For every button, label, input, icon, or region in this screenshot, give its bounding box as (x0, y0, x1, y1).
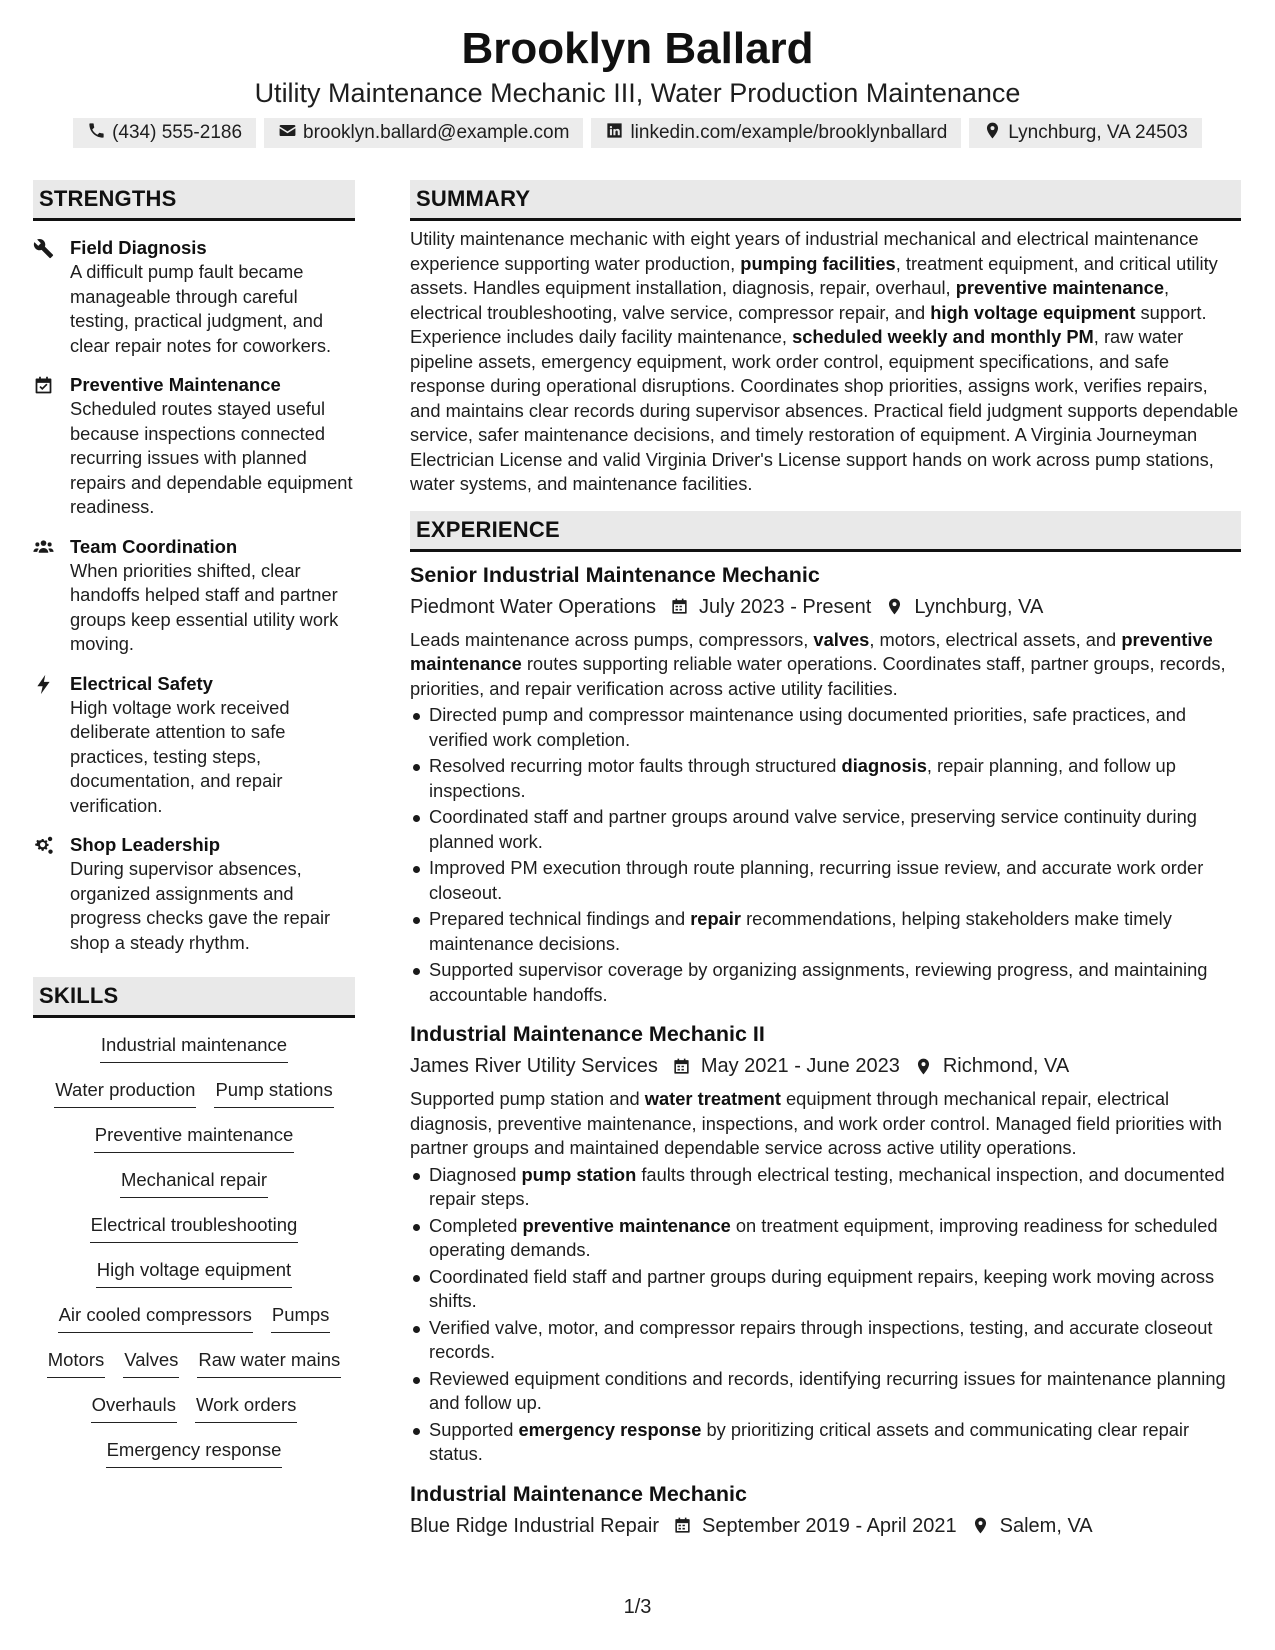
job-meta (410, 592, 1241, 622)
job-bullet: Supported emergency response by prioritizing critical assets and communicating clear repair status. (410, 1418, 1241, 1467)
job-description: Supported pump station and water treatment equipment through mechanical repair, electrical diagnosis, preventive maintenance, inspections, and work order control. Managed field priorities with partner groups and maintained dependable service across active utility operations. (410, 1088, 1222, 1158)
job-title: Industrial Maintenance Mechanic II (410, 1022, 765, 1046)
email-text: brooklyn.ballard@example.com (303, 122, 570, 143)
contact-linkedin[interactable] (591, 118, 961, 148)
location-pin-icon (885, 597, 904, 616)
job-location: Lynchburg, VA (914, 595, 1044, 618)
page-number: 1/3 (623, 1596, 652, 1618)
skill-tag: Mechanical repair (120, 1167, 268, 1198)
phone-icon (87, 121, 106, 146)
company-name: Blue Ridge Industrial Repair (410, 1514, 660, 1537)
job-dates: July 2023 - Present (699, 595, 872, 618)
strength-title: Preventive Maintenance (70, 374, 281, 395)
job-title: Industrial Maintenance Mechanic (410, 1481, 747, 1506)
skill-tag: Emergency response (106, 1437, 283, 1468)
strength-title: Team Coordination (70, 535, 238, 557)
location-pin-icon (983, 121, 1002, 146)
skill-row (33, 1032, 355, 1077)
job-location: Richmond, VA (942, 1055, 1070, 1077)
skill-row (33, 1077, 355, 1122)
job-entry (410, 1479, 1241, 1541)
job-location: Salem, VA (999, 1514, 1093, 1537)
wrench-icon (33, 235, 70, 358)
summary-text: Utility maintenance mechanic with eight years of industrial mechanical and electrical maintenance experience supporting water production, pumping facilities, treatment equipment, and critical utility assets. Handles equipment installation, diagnosis, repair, overhaul, preventive maintenance, electrical troubleshooting, valve service, compressor repair, and high voltage equipment support. Experience includes daily facility maintenance, scheduled weekly and monthly PM, raw water pipeline assets, emergency equipment, work order control, equipment specifications, and safe response during operational disruptions. Coordinates shop priorities, assigns work, verifies repairs, and maintains clear records during supervisor absences. Practical field judgment supports dependable service, safer maintenance decisions, and timely restoration of equipment. A Virginia Journeyman Electrician License and valid Virginia Driver's License support hands on work across pump stations, water systems, and maintenance facilities. (410, 228, 1239, 494)
strength-title: Field Diagnosis (70, 237, 207, 258)
calendar-check-icon (33, 372, 70, 520)
phone-text: (434) 555-2186 (112, 122, 243, 143)
gears-icon (33, 832, 70, 955)
strength-title: Electrical Safety (70, 672, 213, 694)
calendar-icon (673, 1516, 692, 1535)
job-dates: September 2019 - April 2021 (702, 1514, 957, 1537)
resume-header (0, 22, 1275, 148)
contact-row (0, 118, 1275, 148)
job-bullets (410, 703, 1241, 1007)
job-bullet: Prepared technical findings and repair recommendations, helping stakeholders make timely maintenance decisions. (410, 907, 1241, 956)
company-name: James River Utility Services (410, 1055, 658, 1077)
linkedin-text: linkedin.com/example/brooklynballard (630, 122, 948, 143)
envelope-icon (278, 121, 297, 146)
skill-tag: Preventive maintenance (94, 1122, 294, 1153)
strength-item (33, 534, 355, 657)
skill-tag: Pumps (271, 1302, 331, 1333)
job-bullets (410, 1163, 1241, 1467)
strength-item (33, 235, 355, 358)
skill-row (33, 1392, 355, 1437)
strength-text: During supervisor absences, organized assignments and progress checks gave the repair shop a steady rhythm. (70, 858, 331, 953)
strength-item (33, 372, 355, 520)
linkedin-icon (605, 121, 624, 146)
skill-tag: High voltage equipment (96, 1257, 292, 1288)
candidate-title: Utility Maintenance Mechanic III, Water Production Maintenance (254, 78, 1021, 108)
skill-tag: Pump stations (214, 1077, 333, 1108)
strength-text: When priorities shifted, clear handoffs helped staff and partner groups keep essential utility work moving. (70, 559, 339, 654)
skills-list (33, 1032, 355, 1482)
location-text: Lynchburg, VA 24503 (1008, 122, 1188, 143)
job-bullet: Reviewed equipment conditions and records, identifying recurring issues for maintenance planning and follow up. (410, 1367, 1241, 1416)
summary-heading: SUMMARY (410, 180, 1241, 221)
skill-tag: Air cooled compressors (58, 1302, 253, 1333)
skill-tag: Water production (54, 1077, 196, 1108)
location-pin-icon (914, 1057, 933, 1076)
job-bullet: Directed pump and compressor maintenance using documented priorities, safe practices, and verified work completion. (410, 703, 1241, 752)
skills-heading: SKILLS (33, 977, 355, 1018)
strength-text: A difficult pump fault became manageable through careful testing, practical judgment, and clear repair notes for coworkers. (70, 261, 332, 356)
skill-row (33, 1257, 355, 1302)
right-column (410, 180, 1241, 1541)
users-icon (33, 534, 70, 657)
job-description: Leads maintenance across pumps, compressors, valves, motors, electrical assets, and preventive maintenance routes supporting reliable water operations. Coordinates staff, partner groups, records, priorities, and repair verification across active utility facilities. (410, 628, 1226, 699)
skill-tag: Industrial maintenance (100, 1032, 288, 1063)
experience-heading: EXPERIENCE (410, 511, 1241, 552)
job-dates: May 2021 - June 2023 (700, 1055, 900, 1077)
calendar-icon (672, 1057, 691, 1076)
job-bullet: Verified valve, motor, and compressor repairs through inspections, testing, and accurate closeout records. (410, 1316, 1241, 1365)
strengths-heading: STRENGTHS (33, 180, 355, 221)
strength-text: High voltage work received deliberate attention to safe practices, testing steps, documentation, and repair verification. (70, 696, 290, 816)
job-bullet: Diagnosed pump station faults through electrical testing, mechanical inspection, and documented repair steps. (410, 1163, 1241, 1212)
job-bullet: Coordinated staff and partner groups around valve service, preserving service continuity during planned work. (410, 805, 1241, 854)
strength-title: Shop Leadership (70, 834, 221, 855)
skill-tag: Electrical troubleshooting (90, 1212, 299, 1243)
candidate-name: Brooklyn Ballard (461, 24, 814, 73)
skill-tag: Overhauls (91, 1392, 177, 1423)
job-meta (410, 1051, 1241, 1081)
job-bullet: Resolved recurring motor faults through structured diagnosis, repair planning, and follow up inspections. (410, 754, 1241, 803)
strength-item (33, 832, 355, 955)
job-meta (410, 1511, 1241, 1541)
skill-row (33, 1302, 355, 1347)
skill-row (33, 1122, 355, 1167)
skill-row (33, 1167, 355, 1212)
skill-tag: Work orders (195, 1392, 297, 1423)
skill-row (33, 1212, 355, 1257)
job-title: Senior Industrial Maintenance Mechanic (410, 562, 820, 587)
strength-text: Scheduled routes stayed useful because inspections connected recurring issues with planned repairs and dependable equipment readiness. (70, 398, 353, 517)
bolt-icon (33, 671, 70, 819)
contact-phone[interactable] (73, 118, 256, 148)
contact-email[interactable] (264, 118, 583, 148)
skill-tag: Motors (47, 1347, 106, 1378)
left-column (33, 180, 355, 1482)
job-bullet: Coordinated field staff and partner groups during equipment repairs, keeping work moving across shifts. (410, 1265, 1241, 1314)
skill-row (33, 1347, 355, 1392)
strength-item (33, 671, 355, 819)
contact-location (969, 118, 1202, 148)
location-pin-icon (971, 1516, 990, 1535)
job-bullet: Supported supervisor coverage by organizing assignments, reviewing progress, and maintaining accountable handoffs. (410, 958, 1241, 1007)
skill-tag: Raw water mains (197, 1347, 341, 1378)
job-entry (410, 1019, 1241, 1467)
company-name: Piedmont Water Operations (410, 595, 657, 618)
skill-tag: Valves (123, 1347, 179, 1378)
calendar-icon (670, 597, 689, 616)
job-entry (410, 560, 1241, 1008)
job-bullet: Improved PM execution through route planning, recurring issue review, and accurate work order closeout. (410, 856, 1241, 905)
job-bullet: Completed preventive maintenance on treatment equipment, improving readiness for scheduled operating demands. (410, 1214, 1241, 1263)
skill-row (33, 1437, 355, 1482)
